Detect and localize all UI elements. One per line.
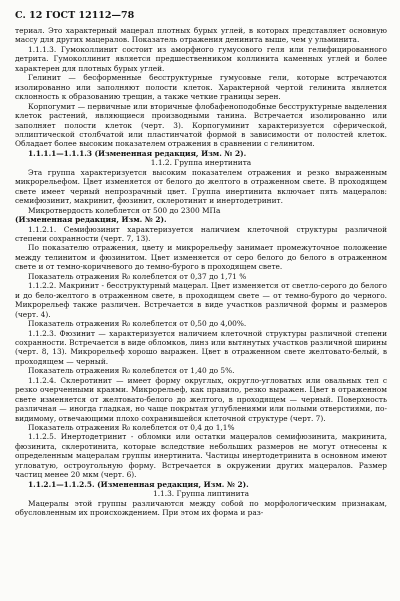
document-body xyxy=(15,26,387,518)
page-header: С. 12 ГОСТ 12112—78 xyxy=(15,10,135,21)
paragraph: Показатель отражения R₀ колеблется от 1,40 до 5%. xyxy=(28,366,235,376)
paragraph: Корпогумит — первичные или вторичные флобафеноподобные бесструктурные выделения клеток растений, являющиеся производными танина. Встречается изолированно или заполняет полости клеток (черт. 3). Корпогуминит характеризуется сферической, эллиптической столбчатой или пластинчатой формой в зависимости от полостей клеток. Обладает более высоким показателем отражения в сравнении с гелинитом. xyxy=(15,101,387,149)
paragraph: Показатель отражения R₀ колеблется от 0,4 до 1,1% xyxy=(28,423,235,433)
paragraph: 1.1.2.3. Фюзинит — характеризуется наличием клеточной структуры различной степени сохранности. Встречается в виде обломков, линз или вытянутых участков различной ширины (черт. 8, 13). Микрорельеф хорошо выражен. Цвет в отраженном свете желтовато-белый, в проходящем — черный. xyxy=(15,328,387,366)
paragraph: Микротвердость колеблется от 500 до 2300 МПа xyxy=(28,205,221,215)
paragraph: 1.1.2.5. Инертодетринит - обломки или остатки мацералов семифюзинита, макринита, фюзинита, склеротинита, которые вследствие небольших размеров не могут отнесены к определенным мацералам группы инертинита. Частицы инертодетринита в основном имеют угловатую, остроугольную форму. Встречается в окружении других мацералов. Размер частиц менее 20 мкм (черт. 6). xyxy=(15,432,387,480)
paragraph: 1.1.2.2. Макринит - бесструктурный мацерал. Цвет изменяется от светло-серого до белого и до бело-желтого в отраженном свете, в проходящем свете — от темно-бурого до черного. Микрорельеф также различен. Встречается в виде участков различной формы и размеров (черт. 4). xyxy=(15,281,387,319)
section-heading: 1.1.2. Группа инертинита xyxy=(150,158,252,168)
paragraph: По показателю отражения, цвету и микрорельефу занимает промежуточное положение между телинитом и фюзинитом. Цвет изменяется от серо белого до белого в отраженном свете и от темно-коричневого до темно-бурого в проходящем свете. xyxy=(15,243,387,272)
paragraph: Гелинит — бесформенные бесструктурные гумусовые гели, которые встречаются изолированно или заполняют полости клеток. Характерной чертой гелинита является склонность к образованию трещин, а также четкие границы зерен. xyxy=(15,73,387,102)
amendment-note: (Измененная редакция, Изм. № 2). xyxy=(15,215,167,225)
paragraph: териал. Это характерный мацерал плотных бурых углей, в которых представляет основную массу для других мацералов. Показатель отражения денинита выше, чем у ульминита. xyxy=(15,26,387,45)
paragraph: 1.1.2.1. Семифюзинит характеризуется наличием клеточной структуры различной степени сохранности (черт. 7, 13). xyxy=(15,224,387,243)
amendment-note: 1.1.2.1—1.1.2.5. (Измененная редакция, Изм. № 2). xyxy=(28,479,249,489)
paragraph: Мацералы этой группы различаются между собой по морфологическим признакам, обусловленным их происхождением. При этом их форма и раз- xyxy=(15,498,387,518)
paragraph: Эта группа характеризуется высоким показателем отражения и резко выраженным микрорельефом. Цвет изменяется от белого до желтого в отраженном свете. В проходящем свете имеет черный непрозрачный цвет. Группа инертинита включает пять мацералов: семифюзинит, макринит, фюзинит, склеротинит и инертодетринит. xyxy=(15,167,387,206)
amendment-note: 1.1.1.1—1.1.1.3 (Измененная редакция, Изм. № 2). xyxy=(28,148,247,158)
paragraph: Показатель отражения R₀ колеблется от 0,50 до 4,00%. xyxy=(28,319,247,329)
section-heading: 1.1.3. Группа липтинита xyxy=(153,489,249,499)
paragraph: 1.1.1.3. Гумоколлинит состоит из аморфного гумусового геля или гелифицированного детрита. Гумоколлинит является предшественником коллинита каменных углей и более характерен для плотных бурых углей. xyxy=(15,44,387,73)
paragraph: 1.1.2.4. Склеротинит — имеет форму округлых, округло-угловатых или овальных тел с резко очерченными краями. Микрорельеф, как правило, резко выражен. Цвет в отраженном свете изменяется от желтовато-белого до желтого, в проходящем — черный. Поверхность различная — иногда гладкая, но чаще покрытая углублениями или полыми отверстиями, по-видимому, отвечающими плохо сохранившейся клеточной структуре (черт. 7). xyxy=(15,375,387,423)
paragraph: Показатель отражения R₀ колеблется от 0,37 до 1,71 % xyxy=(28,271,247,281)
